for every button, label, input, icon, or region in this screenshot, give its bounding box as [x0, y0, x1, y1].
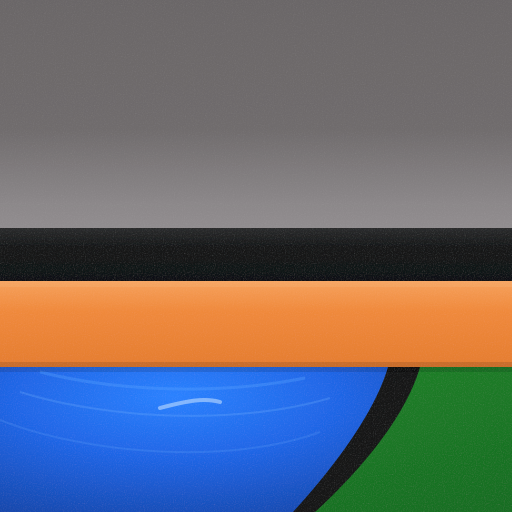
strip-shadow — [0, 362, 512, 372]
gray-lip-highlight — [0, 205, 512, 231]
orange-top-highlight — [0, 281, 512, 287]
dark-edge — [0, 228, 512, 284]
orange-strip — [0, 281, 512, 367]
top-gray-panel — [0, 0, 512, 234]
